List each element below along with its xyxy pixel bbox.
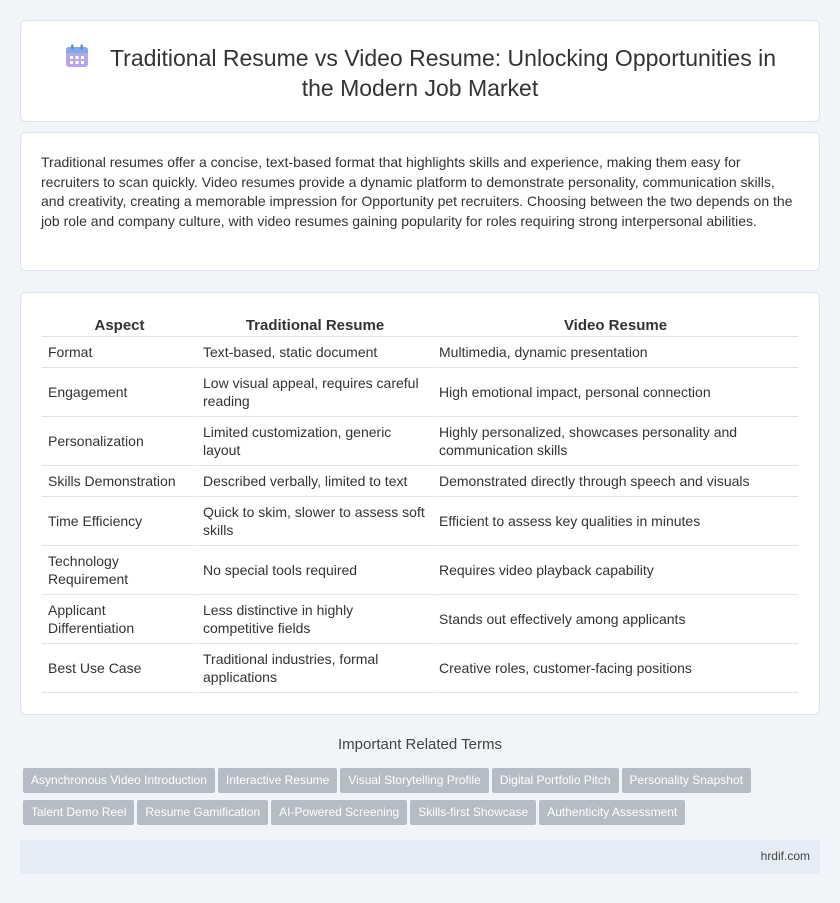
tag-personality-snapshot[interactable]: Personality Snapshot (622, 768, 751, 793)
cell-video: High emotional impact, personal connection (433, 368, 798, 417)
cell-aspect: Applicant Differentiation (42, 595, 197, 644)
cell-traditional: Text-based, static document (197, 337, 433, 368)
table-header-row (42, 315, 798, 337)
table-row (42, 466, 798, 497)
cell-video: Requires video playback capability (433, 546, 798, 595)
tag-interactive-resume[interactable]: Interactive Resume (218, 768, 337, 793)
related-terms-heading: Important Related Terms (338, 736, 502, 753)
cell-aspect: Engagement (42, 368, 197, 417)
cell-aspect: Personalization (42, 417, 197, 466)
tag-digital-portfolio-pitch[interactable]: Digital Portfolio Pitch (492, 768, 619, 793)
table-row (42, 546, 798, 595)
footer-site-link[interactable]: hrdif.com (760, 849, 810, 863)
table-row (42, 595, 798, 644)
table-row (42, 337, 798, 368)
cell-traditional: Limited customization, generic layout (197, 417, 433, 466)
tag-asynchronous-video-introduction[interactable]: Asynchronous Video Introduction (23, 768, 215, 793)
title-wrap (51, 43, 789, 103)
cell-video: Multimedia, dynamic presentation (433, 337, 798, 368)
cell-traditional: Traditional industries, formal applications (197, 644, 433, 693)
related-terms-tags (23, 768, 813, 832)
footer (20, 840, 820, 874)
tag-skills-first-showcase[interactable]: Skills-first Showcase (410, 800, 536, 825)
table-row (42, 417, 798, 466)
cell-video: Creative roles, customer-facing positions (433, 644, 798, 693)
title-card (20, 20, 820, 122)
header-aspect: Aspect (42, 315, 197, 337)
cell-aspect: Best Use Case (42, 644, 197, 693)
cell-traditional: Low visual appeal, requires careful reading (197, 368, 433, 417)
cell-traditional: Quick to skim, slower to assess soft skills (197, 497, 433, 546)
comparison-card (20, 292, 820, 715)
tag-ai-powered-screening[interactable]: AI-Powered Screening (271, 800, 407, 825)
intro-card (20, 132, 820, 271)
table-row (42, 644, 798, 693)
intro-paragraph: Traditional resumes offer a concise, text-based format that highlights skills and experience, making them easy for recruiters to scan quickly. Video resumes provide a dynamic platform to demonstrate personality, communication skills, and creativity, creating a memorable impression for Opportunity pet recruiters. Choosing between the two depends on the job role and company culture, with video resumes gaining popularity for roles requiring strong interpersonal abilities. (41, 154, 793, 229)
cell-video: Stands out effectively among applicants (433, 595, 798, 644)
cell-traditional: Less distinctive in highly competitive fields (197, 595, 433, 644)
header-traditional: Traditional Resume (197, 315, 433, 337)
cell-video: Highly personalized, showcases personality and communication skills (433, 417, 798, 466)
table-row (42, 497, 798, 546)
calendar-icon (64, 43, 90, 69)
tag-talent-demo-reel[interactable]: Talent Demo Reel (23, 800, 134, 825)
table-row (42, 368, 798, 417)
tag-resume-gamification[interactable]: Resume Gamification (137, 800, 268, 825)
cell-aspect: Time Efficiency (42, 497, 197, 546)
cell-traditional: Described verbally, limited to text (197, 466, 433, 497)
cell-aspect: Technology Requirement (42, 546, 197, 595)
tag-authenticity-assessment[interactable]: Authenticity Assessment (539, 800, 685, 825)
cell-traditional: No special tools required (197, 546, 433, 595)
cell-video: Efficient to assess key qualities in minutes (433, 497, 798, 546)
cell-video: Demonstrated directly through speech and visuals (433, 466, 798, 497)
header-video: Video Resume (433, 315, 798, 337)
cell-aspect: Skills Demonstration (42, 466, 197, 497)
cell-aspect: Format (42, 337, 197, 368)
page-title-text: Traditional Resume vs Video Resume: Unlocking Opportunities in the Modern Job Market (109, 45, 777, 101)
tag-visual-storytelling-profile[interactable]: Visual Storytelling Profile (340, 768, 489, 793)
page-title (51, 43, 789, 103)
comparison-table (42, 315, 798, 693)
